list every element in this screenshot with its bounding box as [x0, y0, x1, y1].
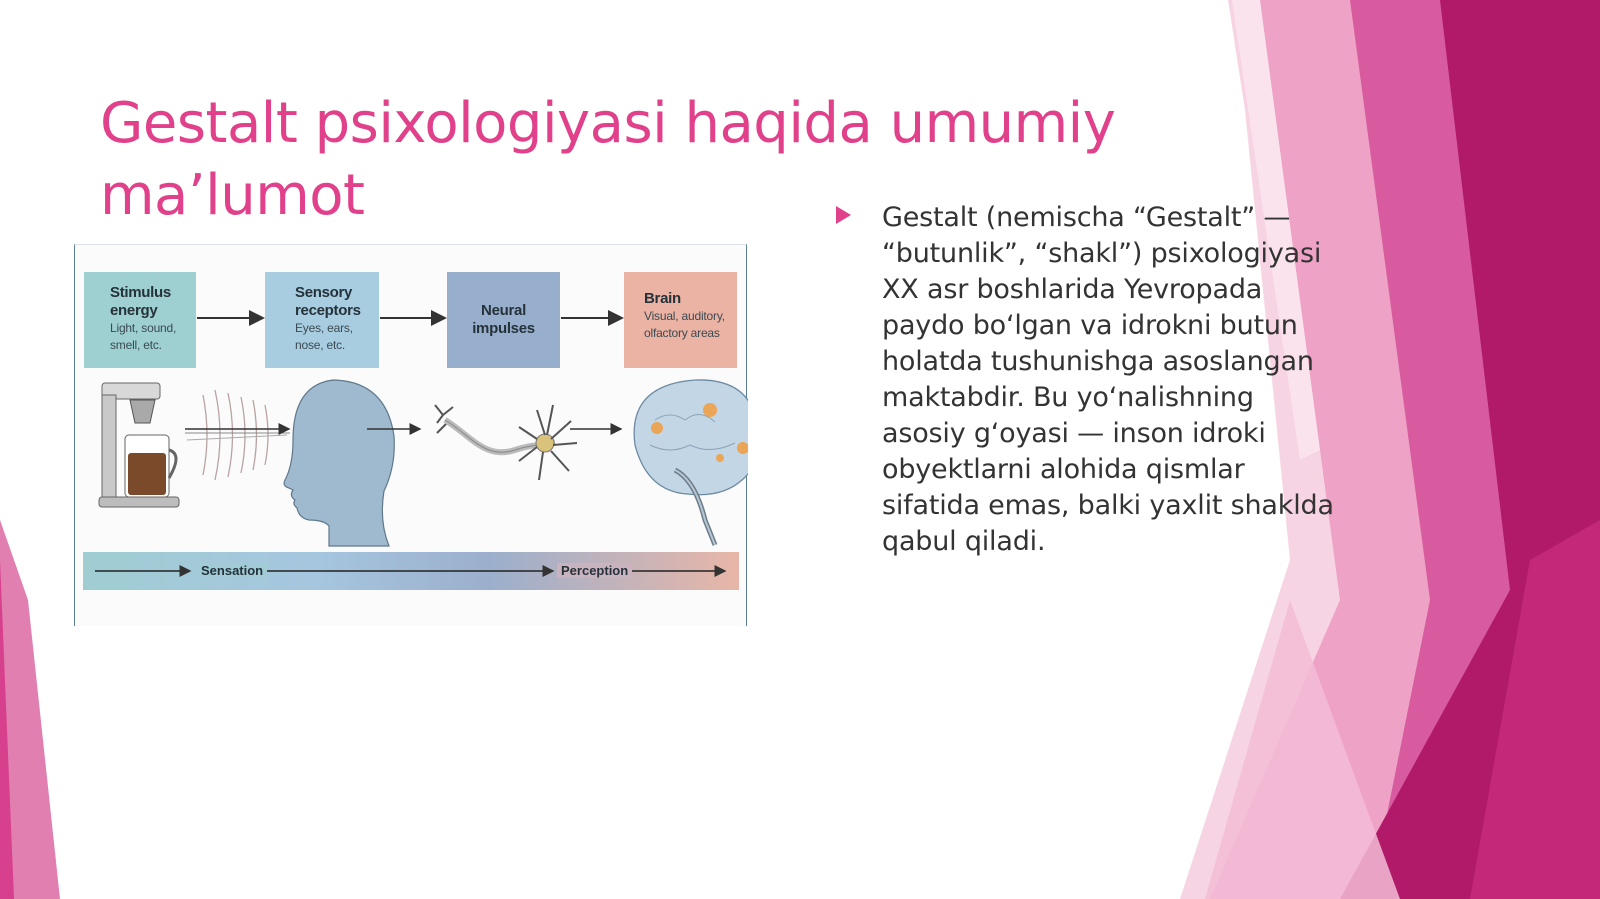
bullet-item-1: Gestalt (nemischa “Gestalt” — “butunlik”, “shakl”) psixologiyasi XX asr boshlarida Yevropada paydo bo‘lgan va idrokni butun holatda tushunishga asoslangan maktabdir. Bu yo‘nalishning asosiy g‘oyasi — inson idroki obyektlarni alohida qismlar sifatida emas, balki yaxlit shaklda qabul qiladi. — [882, 202, 1334, 557]
triangle-bullet-icon — [836, 206, 851, 224]
neural-impulses-title: Neural impulses — [472, 302, 535, 337]
perception-label: Perception — [557, 563, 632, 578]
brain-box — [624, 272, 737, 368]
perception-diagram — [74, 244, 747, 626]
slide-title: Gestalt psixologiyasi haqida umumiy ma’lumot — [100, 91, 1116, 228]
stimulus-energy-box — [84, 272, 196, 368]
stimulus-energy-subtitle: Light, sound, smell, etc. — [110, 321, 177, 352]
neural-impulses-box — [447, 272, 560, 368]
brain-subtitle: Visual, auditory, olfactory areas — [644, 309, 725, 340]
sensory-receptors-title: Sensory receptors — [295, 284, 361, 319]
sensory-receptors-subtitle: Eyes, ears, nose, etc. — [295, 321, 353, 352]
stimulus-energy-title: Stimulus energy — [110, 284, 171, 319]
sensation-label: Sensation — [197, 563, 267, 578]
brain-title: Brain — [644, 290, 681, 307]
sensory-receptors-box — [265, 272, 379, 368]
